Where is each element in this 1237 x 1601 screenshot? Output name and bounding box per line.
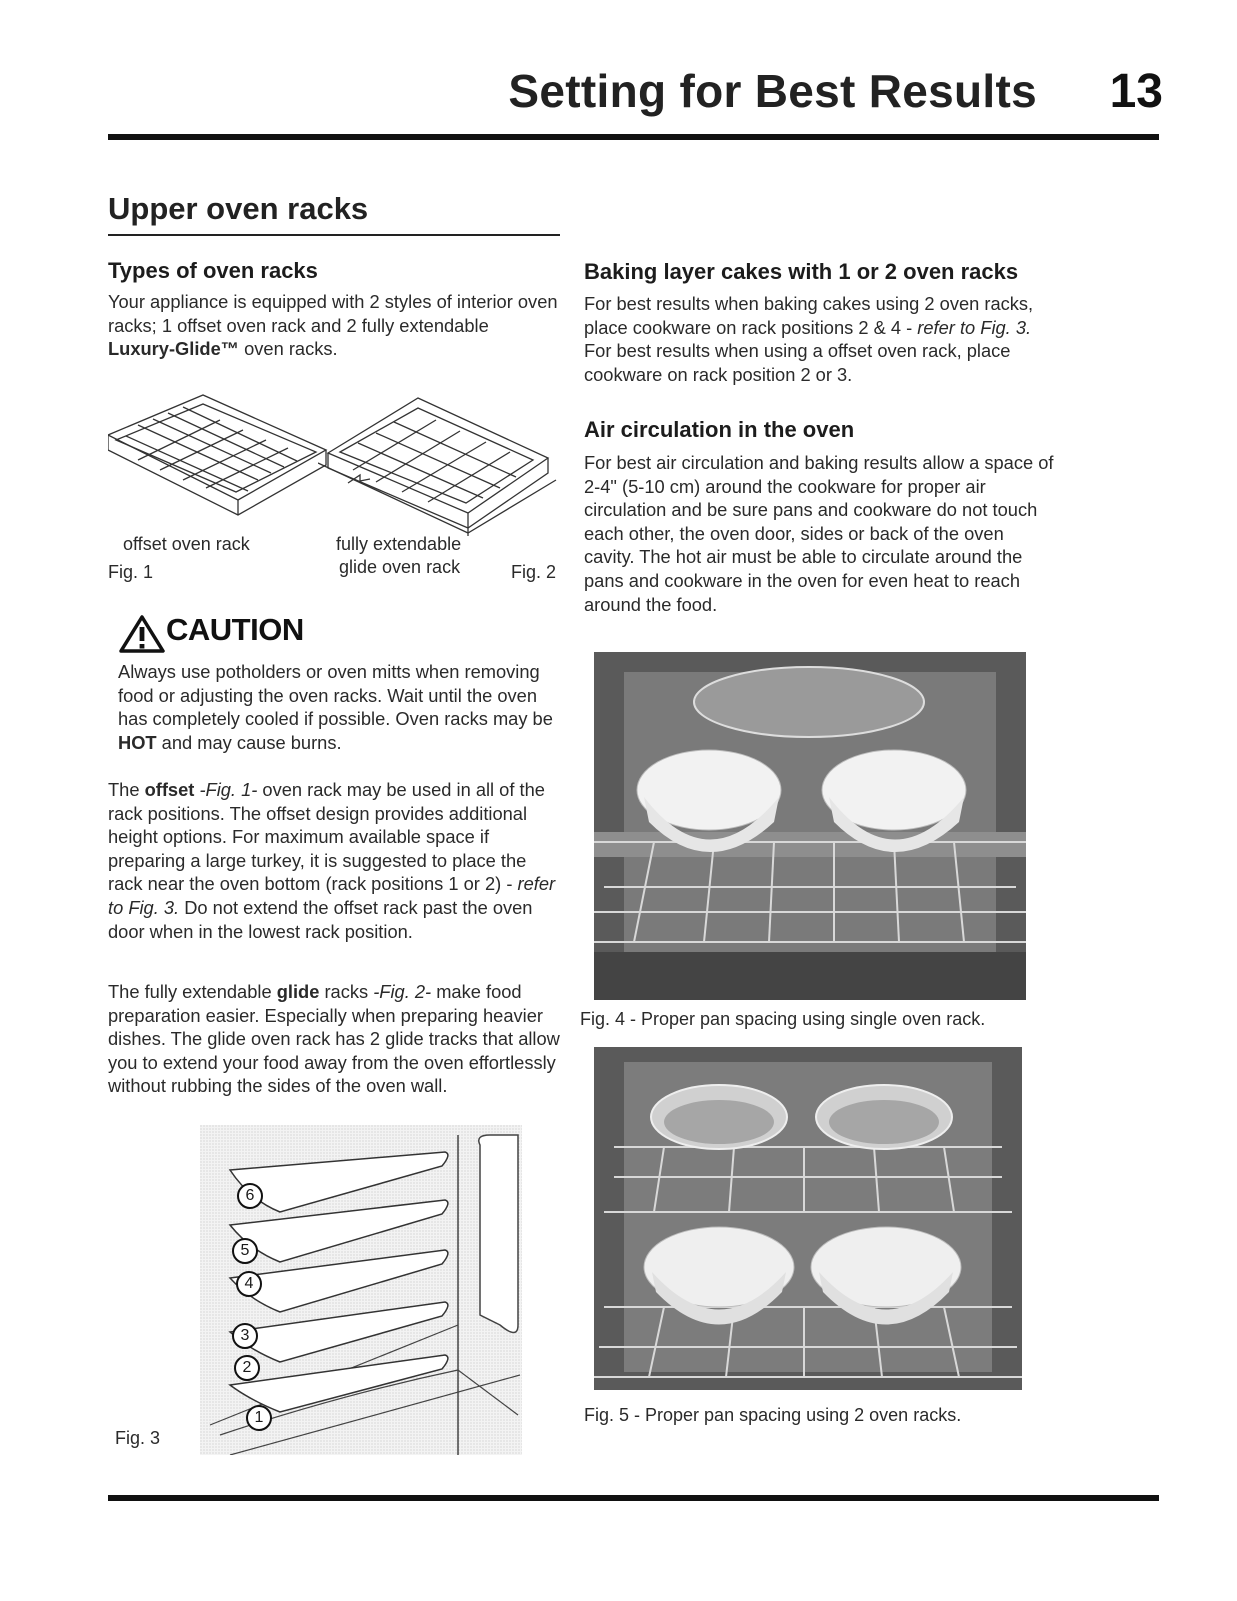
rack-position-1: 1: [246, 1405, 272, 1431]
offset-text-1: The: [108, 779, 145, 800]
page-number: 13: [1109, 65, 1163, 118]
baking-fig3-ref: refer to Fig. 3.: [917, 316, 1032, 338]
fig1-label: offset oven rack: [123, 534, 250, 554]
rack-position-5: 5: [232, 1238, 258, 1264]
caution-label: CAUTION: [166, 612, 304, 647]
rack-position-3: 3: [232, 1323, 258, 1349]
fig2-label-line2: glide oven rack: [339, 557, 461, 577]
baking-heading: Baking layer cakes with 1 or 2 oven racks: [584, 259, 1019, 284]
fig5-photo-two-racks: [594, 1047, 1022, 1390]
baking-paragraph: [584, 292, 1054, 386]
offset-fig-ref: -Fig. 1-: [194, 779, 258, 800]
offset-text-3: Do not extend the offset rack past the oven door when in the lowest rack position.: [108, 896, 533, 942]
air-paragraph: For best air circulation and baking results allow a space of 2-4" (5-10 cm) around the cookware for proper air circulation and be sure pans and cookware do not touch each other, the oven door, sides or back of the oven cavity. The hot air must be able to circulate around the pans and cookware in the oven for even heat to reach around the food.: [584, 452, 1054, 615]
offset-paragraph: [108, 778, 560, 943]
glide-rack-illustration: [318, 388, 558, 538]
fig5-caption: Fig. 5 - Proper pan spacing using 2 oven racks.: [584, 1405, 962, 1425]
types-intro-text: Your appliance is equipped with 2 styles of interior oven racks; 1 offset oven rack and 2 fully extendable: [108, 291, 558, 336]
offset-text-2: oven rack may be used in all of the rack positions. The offset design provides additional height options. For maximum available space if preparing a large turkey, it is suggested to place the rack near the oven bottom (rack positions 1 or 2) -: [108, 779, 545, 895]
glide-text-2: racks: [319, 981, 374, 1002]
glide-fig-ref: -Fig. 2-: [373, 981, 432, 1002]
page-header-title: Setting for Best Results: [508, 65, 1037, 117]
header-rule: [108, 134, 1159, 140]
rack-position-6: 6: [237, 1183, 263, 1209]
baking-text-2: For best results when using a offset oven rack, place cookware on rack position 2 or 3.: [584, 340, 1011, 385]
luxury-glide-term: Luxury-Glide™: [108, 338, 240, 360]
fig3-number: Fig. 3: [115, 1428, 161, 1448]
offset-term: offset: [144, 779, 195, 800]
baking-text-1: For best results when baking cakes using 2 oven racks, place cookware on rack positions 2 & 4 -: [584, 293, 1034, 338]
section-title: Upper oven racks: [108, 191, 369, 226]
glide-text-3: make food preparation easier. Especially when preparing heavier dishes. The glide oven rack has 2 glide tracks that allow you to extend your food away from the oven effortlessly without rubbing the sides of the oven wall.: [108, 981, 560, 1097]
section-rule: [108, 234, 560, 236]
caution-text-end: and may cause burns.: [156, 731, 342, 753]
fig4-photo-single-rack: [594, 652, 1026, 1000]
warning-triangle-icon: [118, 614, 166, 654]
glide-text-1: The fully extendable: [108, 981, 277, 1002]
caution-text: [118, 660, 558, 754]
fig4-caption: Fig. 4 - Proper pan spacing using single oven rack.: [580, 1009, 986, 1029]
air-heading: Air circulation in the oven: [584, 417, 855, 442]
offset-rack-illustration: [108, 390, 338, 530]
glide-paragraph: [108, 980, 560, 1098]
rack-position-2: 2: [234, 1355, 260, 1381]
hot-warning: HOT: [118, 731, 157, 753]
glide-term: glide: [276, 981, 320, 1002]
fig2-number: Fig. 2: [511, 562, 557, 582]
fig2-label-line1: fully extendable: [336, 534, 462, 554]
types-heading: Types of oven racks: [108, 258, 318, 283]
caution-text-start: Always use potholders or oven mitts when removing food or adjusting the oven racks. Wait until the oven has completely cooled if possible. Oven racks may be: [118, 661, 553, 730]
footer-rule: [108, 1495, 1159, 1501]
types-intro: [108, 290, 560, 361]
fig1-number: Fig. 1: [108, 562, 154, 582]
offset-fig3-ref: refer to Fig. 3.: [108, 873, 556, 918]
types-intro-end: oven racks.: [239, 338, 338, 360]
rack-position-4: 4: [236, 1271, 262, 1297]
